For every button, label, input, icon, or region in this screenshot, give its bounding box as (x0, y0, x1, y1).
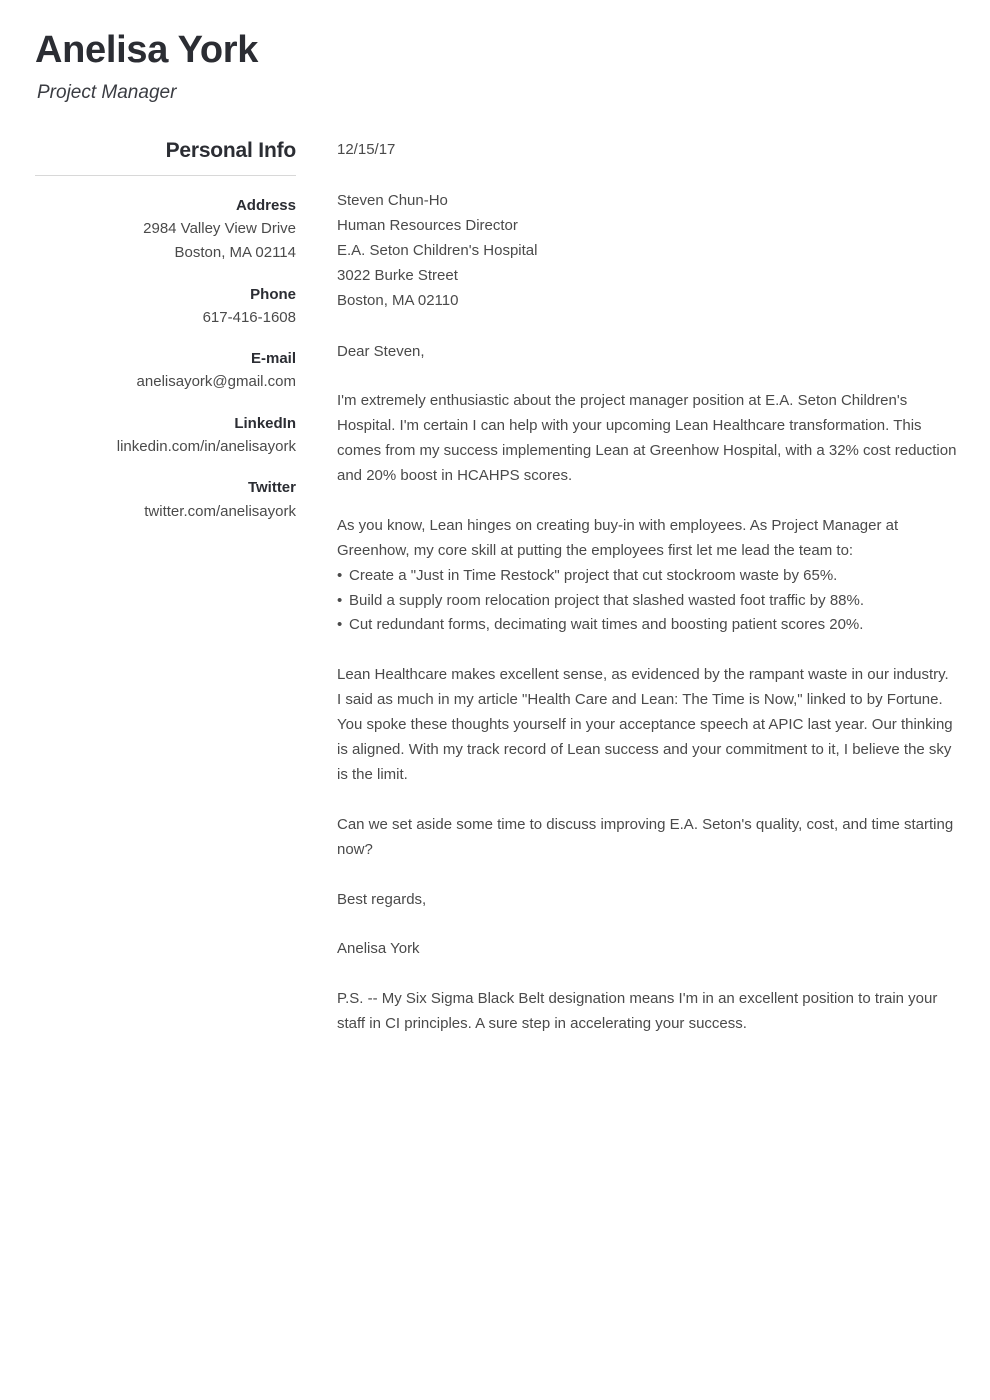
contact-value-phone: 617-416-1608 (202, 308, 296, 326)
list-item: • Create a "Just in Time Restock" project that cut stockroom waste by 65%. (337, 564, 957, 589)
contact-info-list (35, 194, 296, 524)
recipient-address-block (337, 188, 957, 314)
contact-value-linkedin: linkedin.com/in/anelisayork (116, 437, 296, 455)
contact-item-phone (35, 283, 296, 331)
contact-label-phone: Phone (250, 285, 296, 303)
sign-off: Best regards, (337, 890, 427, 908)
contact-item-address (35, 194, 296, 266)
paragraph-1: I'm extremely enthusiastic about the project manager position at E.A. Seton Children's Hospital. I'm certain I can help with your upcoming Lean Healthcare transformation. This comes from my success implementing Lean at Greenhow Hospital, with a 32% cost reduction and 20% boost in HCAHPS scores. (337, 392, 957, 484)
paragraph-3: Lean Healthcare makes excellent sense, as evidenced by the rampant waste in our industry. I said as much in my article "Health Care and Lean: The Time is Now," linked to by Fortune. You spoke these thoughts yourself in your acceptance speech at APIC last year. Our thinking is aligned. With my track record of Lean success and your commitment to it, I believe the sky is the limit. (337, 666, 953, 783)
content-columns (0, 138, 990, 1038)
recipient-name: Steven Chun-Ho (337, 191, 448, 209)
postscript: P.S. -- My Six Sigma Black Belt designation means I'm in an excellent position to train your staff in CI principles. A sure step in accelerating your success. (337, 990, 938, 1033)
contact-item-twitter (35, 476, 296, 524)
recipient-job-title: Human Resources Director (337, 216, 518, 234)
paragraph-4: Can we set aside some time to discuss improving E.A. Seton's quality, cost, and time starting now? (337, 815, 954, 858)
contact-label-linkedin: LinkedIn (234, 414, 296, 432)
contact-label-address: Address (235, 196, 296, 214)
paragraph-2: As you know, Lean hinges on creating buy-in with employees. As Project Manager at Greenhow, my core skill at putting the employees first let me lead the team to: (337, 516, 899, 559)
contact-item-linkedin (35, 412, 296, 460)
contact-value-email: anelisayork@gmail.com (136, 373, 296, 391)
contact-value-address-line1: 2984 Valley View Drive (143, 220, 296, 238)
recipient-city-state-zip: Boston, MA 02110 (337, 292, 459, 310)
recipient-company: E.A. Seton Children's Hospital (337, 241, 538, 259)
letter-body (337, 138, 957, 1038)
contact-value-address-line2: Boston, MA 02114 (174, 244, 296, 262)
section-divider (35, 175, 296, 176)
contact-label-twitter: Twitter (247, 479, 296, 497)
job-title: Project Manager (37, 81, 177, 103)
signature-name: Anelisa York (337, 940, 420, 958)
contact-value-twitter: twitter.com/anelisayork (144, 502, 296, 520)
achievement-bullet-list (337, 564, 957, 639)
personal-info-sidebar (35, 138, 296, 524)
document-header (0, 0, 990, 105)
page-title: Anelisa York (35, 29, 259, 71)
list-item: • Build a supply room relocation project that slashed wasted foot traffic by 88%. (337, 589, 957, 614)
contact-label-email: E-mail (250, 350, 296, 368)
letter-date: 12/15/17 (337, 140, 396, 158)
sidebar-section-title: Personal Info (165, 138, 296, 162)
recipient-street: 3022 Burke Street (337, 267, 458, 285)
contact-item-email (35, 347, 296, 395)
salutation: Dear Steven, (337, 342, 425, 360)
list-item: • Cut redundant forms, decimating wait times and boosting patient scores 20%. (337, 613, 957, 638)
